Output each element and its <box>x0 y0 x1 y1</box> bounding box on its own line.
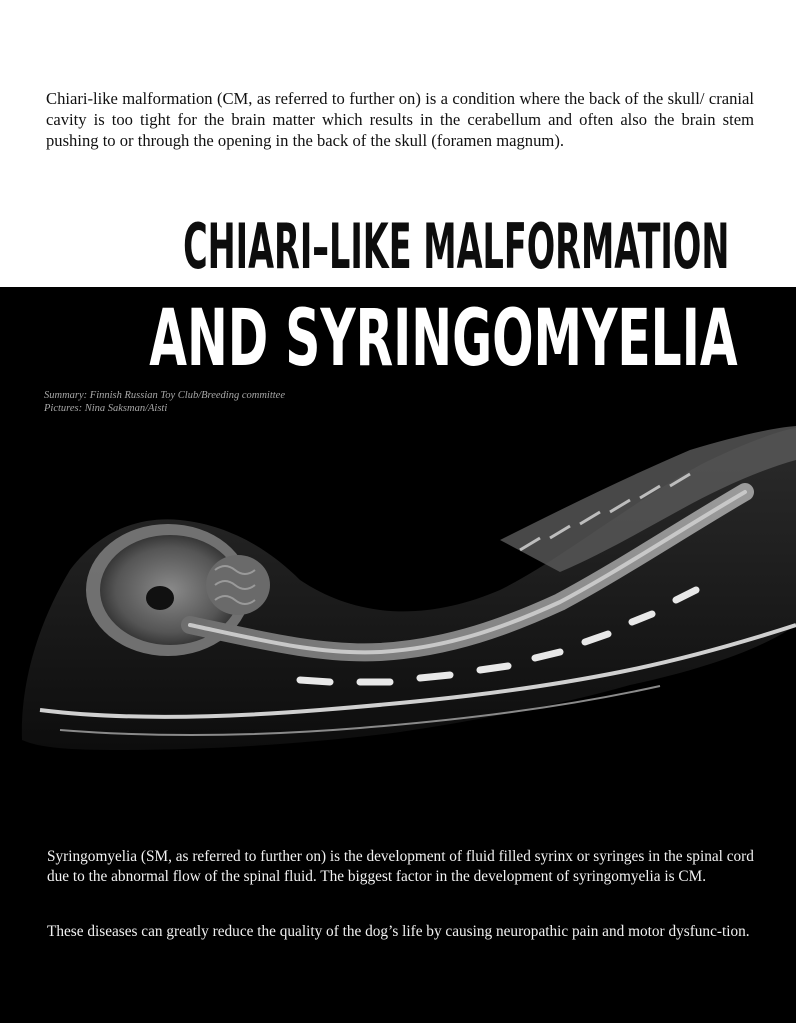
title-line-1: CHIARI–LIKE MALFORMATION <box>183 210 730 283</box>
credits <box>44 390 285 415</box>
mri-ventricle <box>146 586 174 610</box>
intro-paragraph: Chiari-like malformation (CM, as referred to further on) is a condition where the back of the skull/ cranial cavity is too tight for the brain matter which results in the cerabellum and often also the brain stem pushing to or through the opening in the back of the skull (foramen magnum). <box>46 89 754 150</box>
body-paragraph-2: These diseases can greatly reduce the quality of the dog’s life by causing neuropathic pain and motor dysfunc-tion. <box>47 923 750 940</box>
credits-pictures: Pictures: Nina Saksman/Aisti <box>44 402 168 414</box>
mri-image <box>0 420 796 780</box>
credits-summary: Summary: Finnish Russian Toy Club/Breeding committee <box>44 390 285 401</box>
title-line-2: AND SYRINGOMYELIA <box>149 294 738 384</box>
body-paragraph-1: Syringomyelia (SM, as referred to further on) is the development of fluid filled syrinx or syringes in the spinal cord due to the abnormal flow of the spinal fluid. The biggest factor in the development of syringomyelia is CM. <box>47 848 754 885</box>
